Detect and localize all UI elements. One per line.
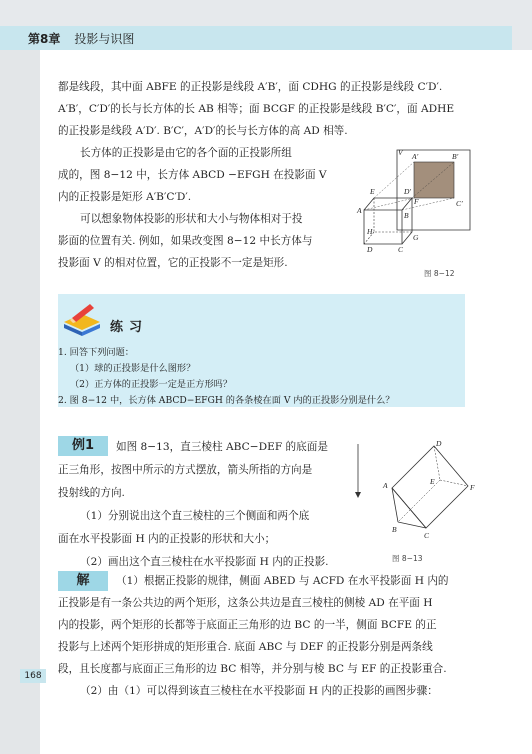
example-line-2: 正三角形，按图中所示的方式摆放，箭头所指的方向是: [58, 464, 313, 476]
page-number: 168: [20, 669, 46, 683]
label-a-prime: A′: [412, 152, 419, 161]
figure-8-13-caption: 图 8−13: [392, 554, 423, 563]
label-c-prime: C′: [456, 199, 463, 208]
solution-line-3: 内的投影，两个矩形的长都等于底面正三角形的边 BC 的一半，侧面 BCFE 的正: [58, 619, 437, 631]
solution-line-6: （2）由（1）可以得到该直三棱柱在水平投影面 H 内的正投影的画图步骤：: [80, 685, 438, 697]
label-v: V: [398, 148, 403, 157]
intro-line-2: A′B′，C′D′的长与长方体的长 AB 相等；面 BCGF 的正投影是线段 B′C′，面 ADHE: [58, 103, 455, 115]
para2-line-3: 投影面 V 的相对位置，它的正投影不一定是矩形.: [58, 257, 288, 269]
example-tag: 例1: [58, 436, 108, 456]
figure-8-13: [352, 436, 480, 562]
solution-line-5: 段，且长度都与底面正三角形的边 BC 相等，并分别与棱 BC 与 EF 的正投影重合.: [58, 663, 447, 675]
label-d-prime: D′: [404, 187, 412, 196]
book-pencil-icon: [60, 300, 104, 338]
para2-line-1: 可以想象物体投影的形状和大小与物体相对于投: [80, 213, 303, 225]
example-line-6: （2）画出这个直三棱柱在水平投影面 H 内的正投影.: [80, 556, 329, 568]
chapter-name: 投影与识图: [74, 32, 135, 46]
label-a: A: [357, 206, 362, 215]
example-line-1: 如图 8−13，直三棱柱 ABC−DEF 的底面是: [116, 441, 328, 453]
exercise-item-1: 1. 回答下列问题：: [58, 347, 134, 358]
label-e-813: E: [430, 477, 435, 486]
label-a-813: A: [383, 481, 388, 490]
solution-line-1: （1）根据正投影的规律，侧面 ABED 与 ACFD 在水平投影面 H 内的: [116, 575, 449, 587]
label-c: C: [398, 245, 404, 254]
para1-line-1: 长方体的正投影是由它的各个面的正投影所组: [80, 147, 292, 159]
para1-line-2: 成的，图 8−12 中，长方体 ABCD −EFGH 在投影面 V: [58, 169, 327, 181]
label-b-prime: B′: [452, 152, 459, 161]
example-line-3: 投射线的方向.: [58, 487, 125, 499]
exercise-title: 练习: [110, 320, 149, 335]
para2-line-2: 影面的位置有关. 例如，如果改变图 8−12 中长方体与: [58, 235, 313, 247]
label-g: G: [413, 233, 419, 242]
figure-8-12: [352, 142, 472, 260]
label-h: H: [367, 227, 373, 236]
label-d-813: D: [436, 439, 442, 448]
example-line-5: 面在水平投影面 H 内的正投影的形状和大小；: [58, 533, 276, 545]
label-e: E: [370, 187, 375, 196]
solution-line-2: 正投影是有一条公共边的两个矩形，这条公共边是直三棱柱的侧棱 AD 在平面 H: [58, 597, 433, 609]
label-f: F: [414, 197, 419, 206]
label-f-813: F: [470, 483, 475, 492]
left-margin-bar: [0, 50, 40, 754]
example-line-4: （1）分别说出这个直三棱柱的三个侧面和两个底: [80, 510, 310, 522]
intro-line-1: 都是线段，其中面 ABFE 的正投影是线段 A′B′，面 CDHG 的正投影是线段 C′D′.: [58, 81, 443, 93]
exercise-item-1-2: （2）正方体的正投影一定是正方形吗？: [70, 379, 233, 390]
figure-8-12-caption: 图 8−12: [424, 269, 455, 278]
page-header: [0, 0, 532, 50]
solution-line-4: 投影与上述两个矩形拼成的矩形重合. 底面 ABC 与 DEF 的正投影分别是两条线: [58, 641, 433, 653]
label-b-813: B: [392, 525, 397, 534]
label-b: B: [404, 211, 409, 220]
exercise-item-1-1: （1）球的正投影是什么图形？: [70, 363, 196, 374]
exercise-item-2: 2. 图 8−12 中，长方体 ABCD−EFGH 的各条棱在面 V 内的正投影分别是什么？: [58, 395, 395, 406]
label-c-813: C: [424, 531, 430, 540]
chapter-title: [28, 30, 134, 47]
solution-tag: 解: [58, 571, 108, 591]
label-d: D: [367, 245, 373, 254]
intro-line-3: 的正投影是线段 A′D′. B′C′，A′D′的长与长方体的高 AD 相等.: [58, 125, 348, 137]
para1-line-3: 内的正投影是矩形 A′B′C′D′.: [58, 191, 192, 203]
chapter-number: 第8章: [28, 32, 61, 46]
